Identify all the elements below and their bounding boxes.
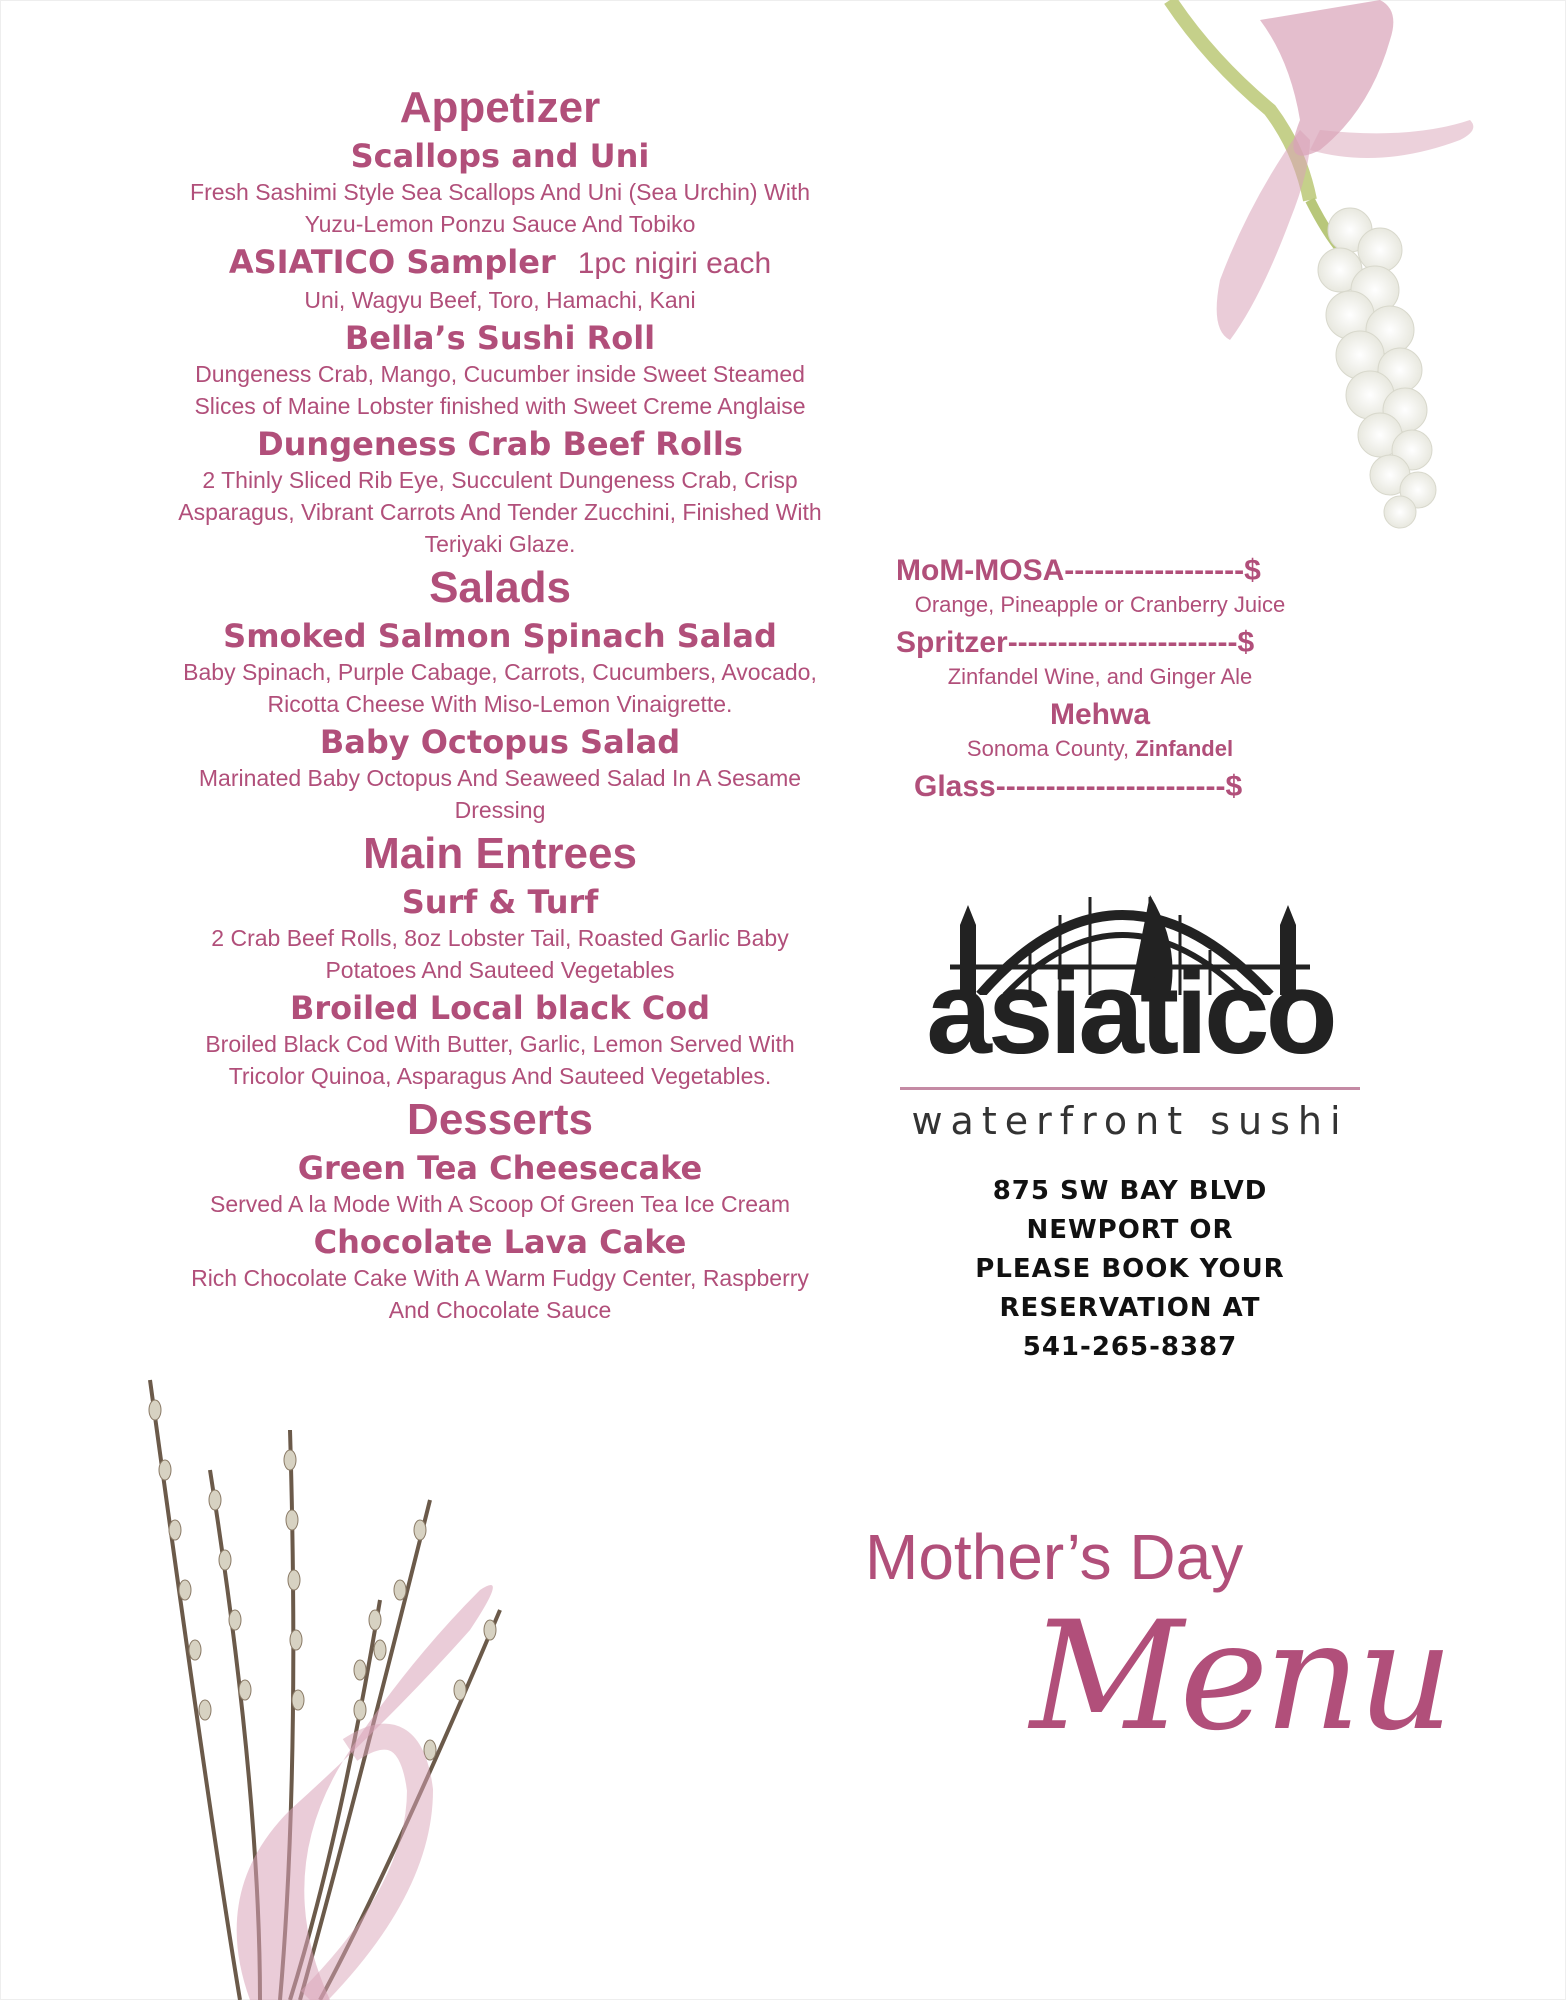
menu-item-name: Green Tea Cheesecake [297,1149,703,1187]
willow-ribbon-decoration [90,1370,610,2000]
menu-item-name: Broiled Local black Cod [289,989,711,1027]
reservation-line: RESERVATION AT [999,1293,1261,1323]
menu-column [160,82,840,1328]
section-title: Appetizer [399,83,601,132]
drink-desc: Orange, Pineapple or Cranberry Juice [914,592,1286,617]
menu-item-desc: Rich Chocolate Cake With A Warm Fudgy Center, Raspberry And Chocolate Sauce [191,1265,809,1323]
logo-wordmark: asiatico [926,947,1334,1079]
mothers-day-title: Mother’s Day [865,1521,1244,1593]
drink-mommosa: MoM-MOSA------------------$ [896,554,1261,587]
menu-item-desc: Marinated Baby Octopus And Seaweed Salad In A Sesame Dressing [198,765,802,823]
drink-desc-text: Sonoma County, [966,736,1136,761]
address-line: 875 SW BAY BLVD [992,1176,1268,1206]
reservation-line: PLEASE BOOK YOUR [975,1254,1285,1284]
drink-glass: Glass-----------------------$ [914,770,1243,803]
menu-item-desc: 2 Crab Beef Rolls, 8oz Lobster Tail, Roasted Garlic Baby Potatoes And Sauteed Vegetables [211,925,789,983]
menu-item-desc: Broiled Black Cod With Butter, Garlic, Lemon Served With Tricolor Quinoa, Asparagus And Sauteed Vegetables. [205,1031,795,1089]
section-appetizer [160,82,840,560]
address-block [940,1172,1320,1367]
menu-item-name: Dungeness Crab Beef Rolls [257,425,743,463]
drinks-section [880,552,1320,806]
menu-item-note: 1pc nigiri each [577,247,772,280]
menu-item-name: Surf & Turf [401,883,599,921]
drink-mehwa: Mehwa [1049,698,1151,731]
section-desserts [160,1094,840,1326]
menu-item-desc: Uni, Wagyu Beef, Toro, Hamachi, Kani [304,287,696,313]
section-title: Main Entrees [363,829,637,878]
menu-item-desc: Served A la Mode With A Scoop Of Green Tea Ice Cream [210,1191,790,1217]
flower-ribbon-decoration [1150,0,1530,560]
address-line: NEWPORT OR [1026,1215,1234,1245]
menu-script-title: Menu [1030,1590,1450,1764]
menu-item-desc: Fresh Sashimi Style Sea Scallops And Uni (Sea Urchin) With Yuzu-Lemon Ponzu Sauce And Tobiko [190,179,810,237]
section-salads [160,562,840,826]
section-title: Desserts [407,1095,593,1144]
section-main-entrees [160,828,840,1092]
menu-item-desc: 2 Thinly Sliced Rib Eye, Succulent Dungeness Crab, Crisp Asparagus, Vibrant Carrots And Tender Zucchini, Finished With Teriyaki Glaze. [178,467,822,557]
menu-item-title: ASIATICO Sampler [228,243,556,281]
logo-tagline: waterfront sushi [911,1099,1349,1143]
asiatico-logo [900,855,1360,1155]
phone-number: 541-265-8387 [1022,1332,1238,1362]
menu-item-name: Bella’s Sushi Roll [344,319,656,357]
drink-desc [880,734,1320,764]
logo-divider [900,1087,1360,1090]
menu-item-desc: Baby Spinach, Purple Cabage, Carrots, Cucumbers, Avocado, Ricotta Cheese With Miso-Lemon Vinaigrette. [183,659,817,717]
menu-item-name: Smoked Salmon Spinach Salad [223,617,777,655]
menu-item-desc: Dungeness Crab, Mango, Cucumber inside Sweet Steamed Slices of Maine Lobster finished with Sweet Creme Anglaise [194,361,806,419]
menu-item-name: Scallops and Uni [350,137,650,175]
section-title: Salads [429,563,571,612]
menu-item-name [160,242,840,284]
menu-item-name: Chocolate Lava Cake [313,1223,687,1261]
drink-spritzer: Spritzer-----------------------$ [896,626,1255,659]
drink-desc: Zinfandel Wine, and Ginger Ale [947,664,1253,689]
menu-item-name: Baby Octopus Salad [319,723,681,761]
drink-desc-bold: Zinfandel [1135,736,1234,761]
